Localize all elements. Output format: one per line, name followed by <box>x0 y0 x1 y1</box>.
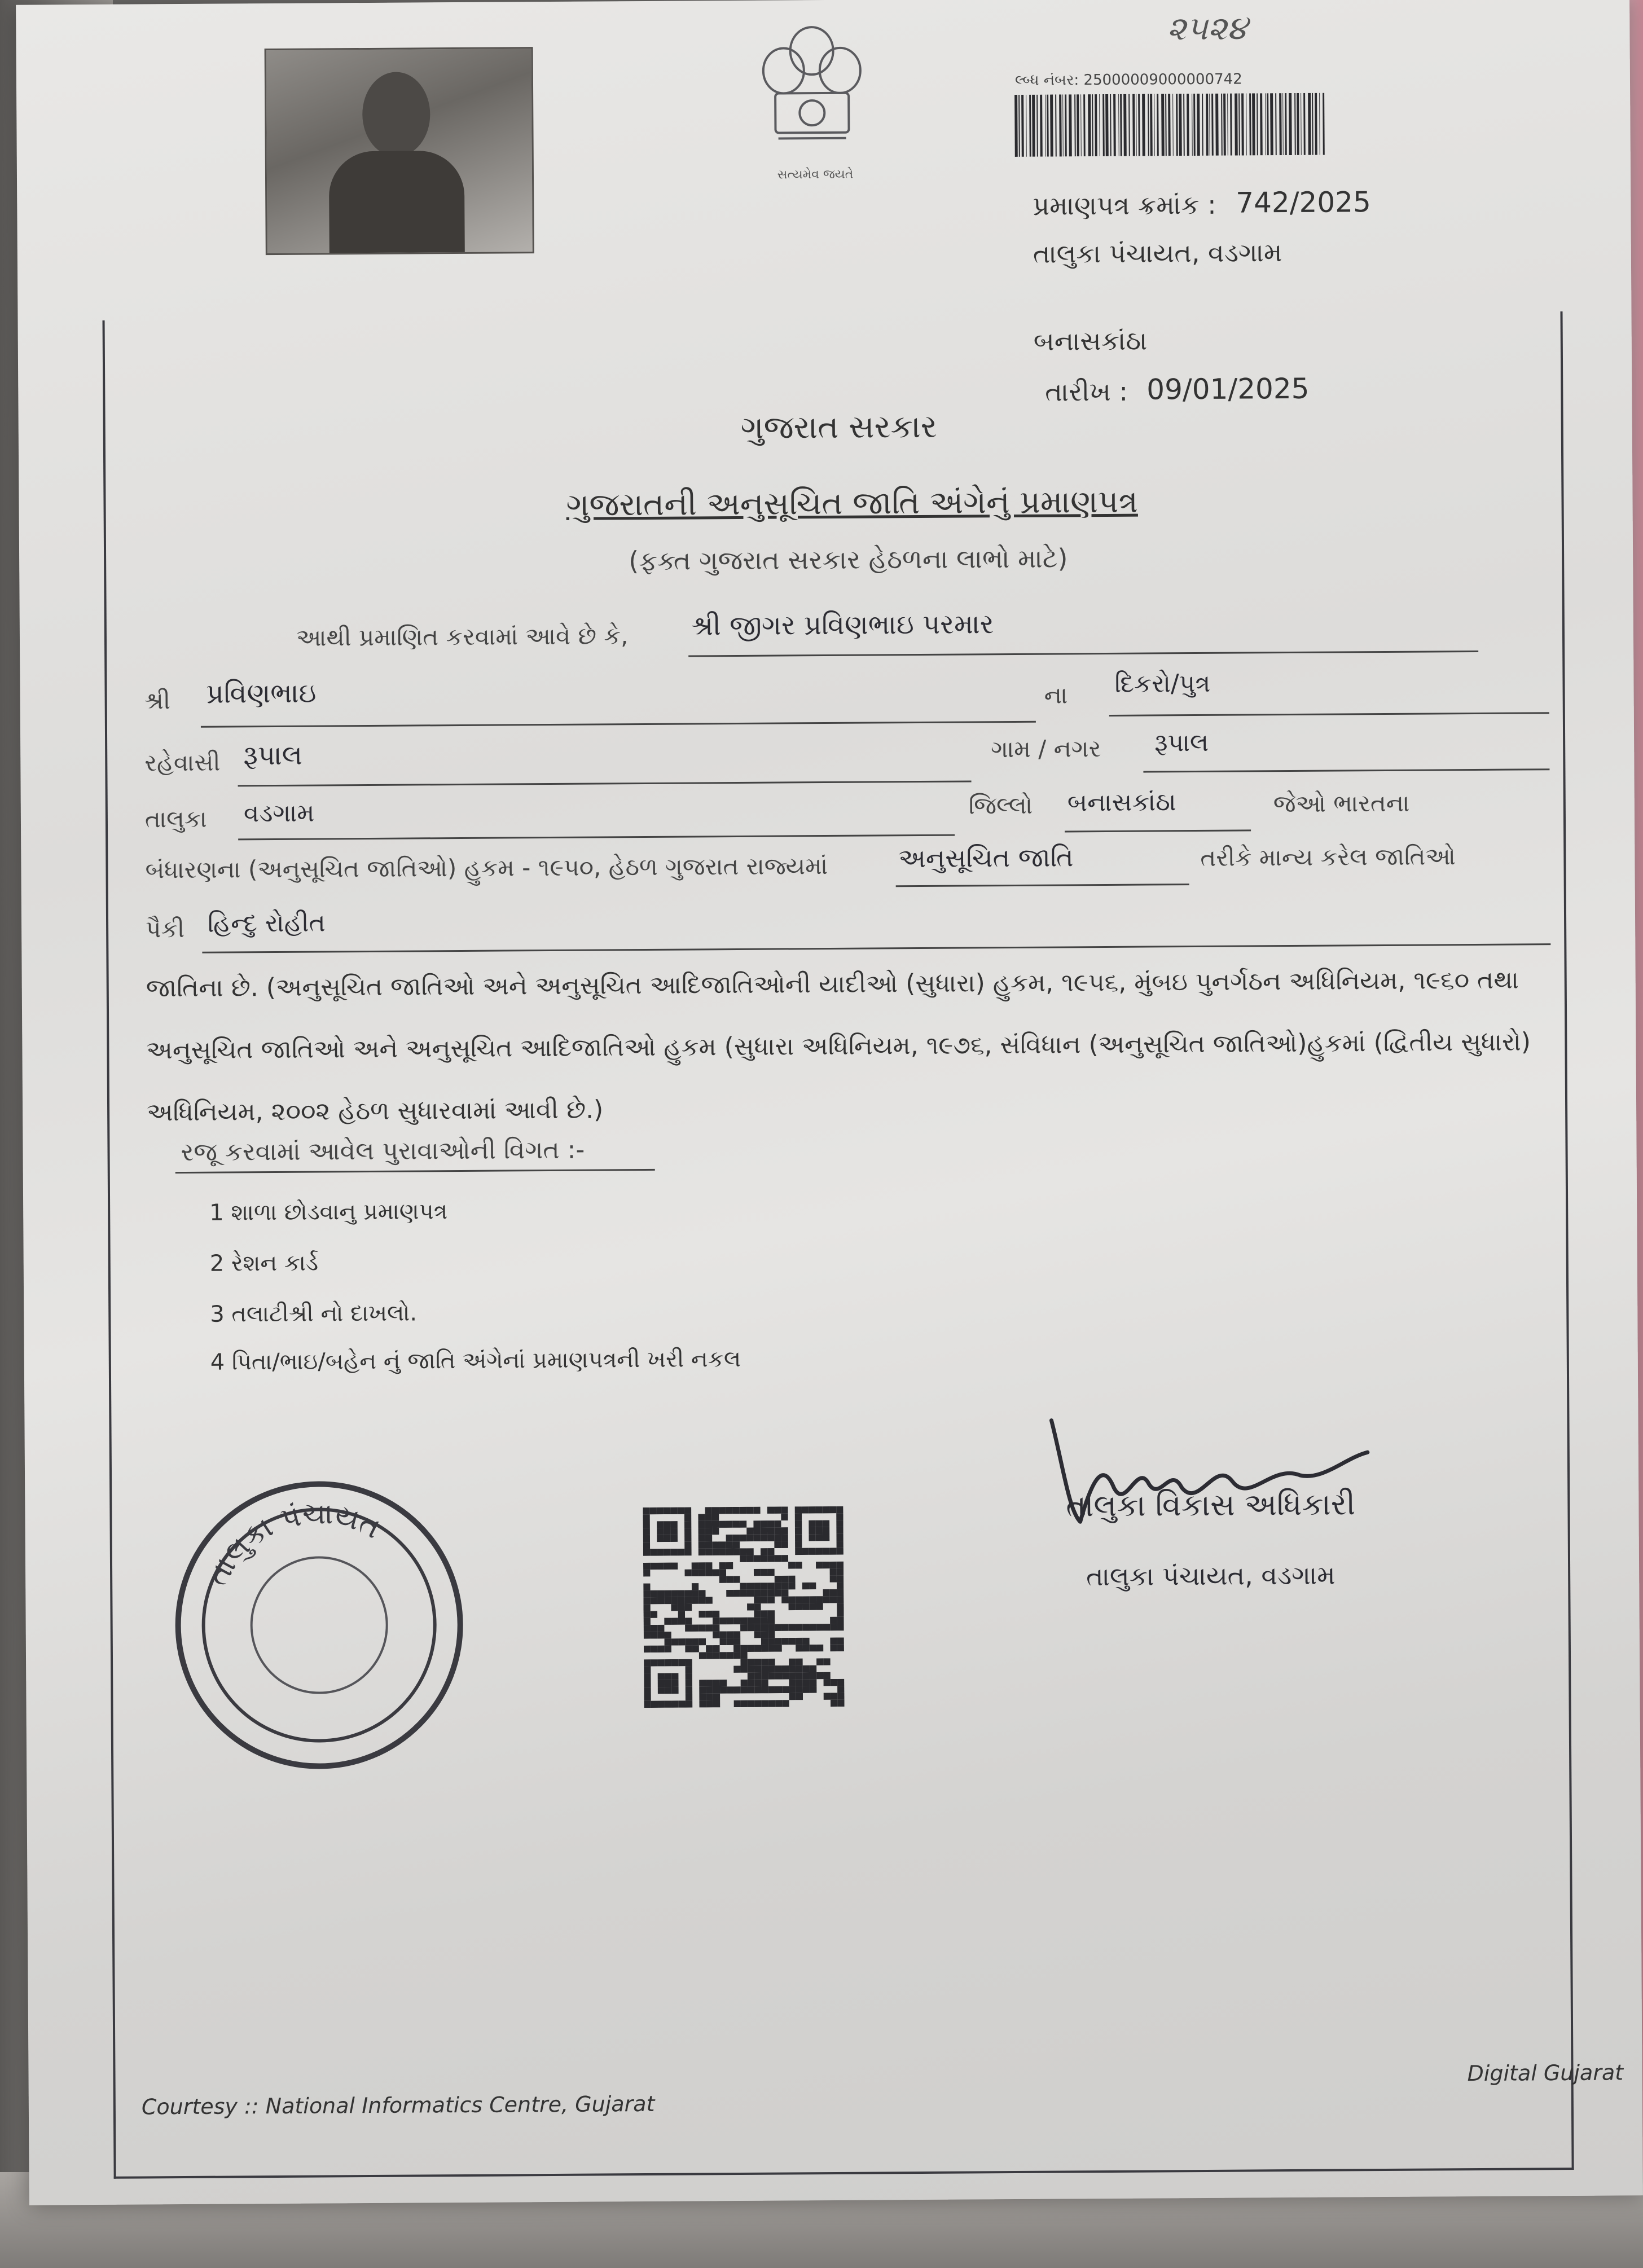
issue-date: 09/01/2025 <box>1146 372 1310 406</box>
seal-text: તાલુકા પંચાયત <box>200 1497 386 1592</box>
certificate-subtitle: (ફક્ત ગુજરાત સરકાર હેઠળના લાભો માટે) <box>628 543 1068 577</box>
signatory-office: તાલુકા પંચાયત, વડગામ <box>1086 1559 1336 1592</box>
legal-paragraph-line: જાતિના છે. (અનુસૂચિત જાતિઓ અને અનુસૂચિત આદિજાતિઓની યાદીઓ (સુધારા) હુકમ, ૧૯૫૬, મુંબઇ પુનર્ગઠન અધિનિયમ, ૧૯૬૦ તથા <box>146 965 1519 1003</box>
legal-paragraph-line: અધિનિયમ, ૨૦૦૨ હેઠળ સુધારવામાં આવી છે.) <box>146 1095 604 1127</box>
government-name: ગુજરાત સરકાર <box>740 408 937 446</box>
father-name: પ્રવિણભાઇ <box>206 677 317 710</box>
emblem-caption: સત્યમેવ જયતે <box>777 167 854 182</box>
footer-digital-gujarat: Digital Gujarat <box>1467 2060 1624 2086</box>
legal-paragraph <box>146 949 1546 1144</box>
relation: દિકરો/પુત્ર <box>1114 669 1211 698</box>
district-value: બનાસકાંઠા <box>1067 788 1176 817</box>
village-label: ગામ / નગર <box>991 735 1101 763</box>
proofs-heading: રજૂ કરવામાં આવેલ પુરાવાઓની વિગત :- <box>181 1135 585 1167</box>
certificate-frame <box>103 311 1574 2179</box>
village: રૂપાલ <box>1154 728 1209 758</box>
certificate-number-label: પ્રમાણપત્ર ક્રમાંક : <box>1033 189 1216 221</box>
certificate-number: 742/2025 <box>1236 186 1372 219</box>
issuing-district: બનાસકાંઠા <box>1033 325 1148 357</box>
handwritten-number: ૨૫૨૪ <box>1167 8 1247 48</box>
applicant-name: શ્રી જીગર પ્રવિણભાઇ પરમાર <box>691 608 994 642</box>
category: અનુસૂચિત જાતિ <box>898 842 1074 874</box>
shri-label: શ્રી <box>144 687 171 715</box>
proof-item: 2 રેશન કાર્ડ <box>209 1250 319 1277</box>
legal-paragraph-line: અનુસૂચિત જાતિઓ અને અનુસૂચિત આદિજાતિઓ હુકમ (સુધારા અધિનિયમ, ૧૯૭૬, સંવિધાન (અનુસૂચિત જાતિઓ)હુકમાં (દ્વિતીય સુધારો) <box>146 1027 1531 1065</box>
certificate-title: ગુજરાતની અનુસૂચિત જાતિ અંગેનું પ્રમાણપત્ર <box>566 483 1138 524</box>
caste: હિન્દુ રોહીત <box>207 908 326 938</box>
issuing-office: તાલુકા પંચાયત, વડગામ <box>1033 237 1282 269</box>
constitution-text: બંધારણના (અનુસૂચિત જાતિઓ) હુકમ - ૧૯૫૦, હેઠળ ગુજરાત રાજ્યમાં <box>145 852 828 884</box>
qr-code <box>643 1501 844 1713</box>
taluka-label: તાલુકા <box>144 805 207 833</box>
proof-item: 3 તલાટીશ્રી નો દાખલો. <box>210 1300 418 1328</box>
footer-courtesy: Courtesy :: National Informatics Centre, Gujarat <box>141 2091 655 2120</box>
barcode <box>1012 93 1329 157</box>
among-label: પૈકી <box>145 915 185 943</box>
svg-text:તાલુકા પંચાયત <box>200 1497 386 1592</box>
taluka: વડગામ <box>243 798 315 828</box>
certificate-paper <box>16 0 1643 2205</box>
date-label: તારીખ : <box>1045 376 1128 407</box>
who-label: જેઓ ભારતના <box>1273 789 1410 818</box>
barcode-number: લ્બ્ધ નંબર: 25000009000000742 <box>1014 71 1242 89</box>
applicant-photo <box>265 47 534 255</box>
na-label: ના <box>1044 681 1068 709</box>
proof-item: 1 શાળા છોડવાનુ પ્રમાણપત્ર <box>209 1198 448 1226</box>
district-label: જિલ્લો <box>968 791 1033 820</box>
proof-item: 4 પિતા/ભાઇ/બહેન નું જાતિ અંગેનાં પ્રમાણપત્રની ખરી નકલ <box>210 1346 741 1375</box>
signatory-title: તાલુકા વિકાસ અધિકારી <box>1066 1486 1356 1524</box>
resident-label: રહેવાસી <box>144 748 221 777</box>
recognized-text: તરીકે માન્ય કરેલ જાતિઓ <box>1200 842 1456 872</box>
certify-intro: આથી પ્રમાણિત કરવામાં આવે છે કે, <box>296 622 629 652</box>
resident: રૂપાલ <box>243 739 303 772</box>
taluka-panchayat-seal <box>166 1475 472 1775</box>
